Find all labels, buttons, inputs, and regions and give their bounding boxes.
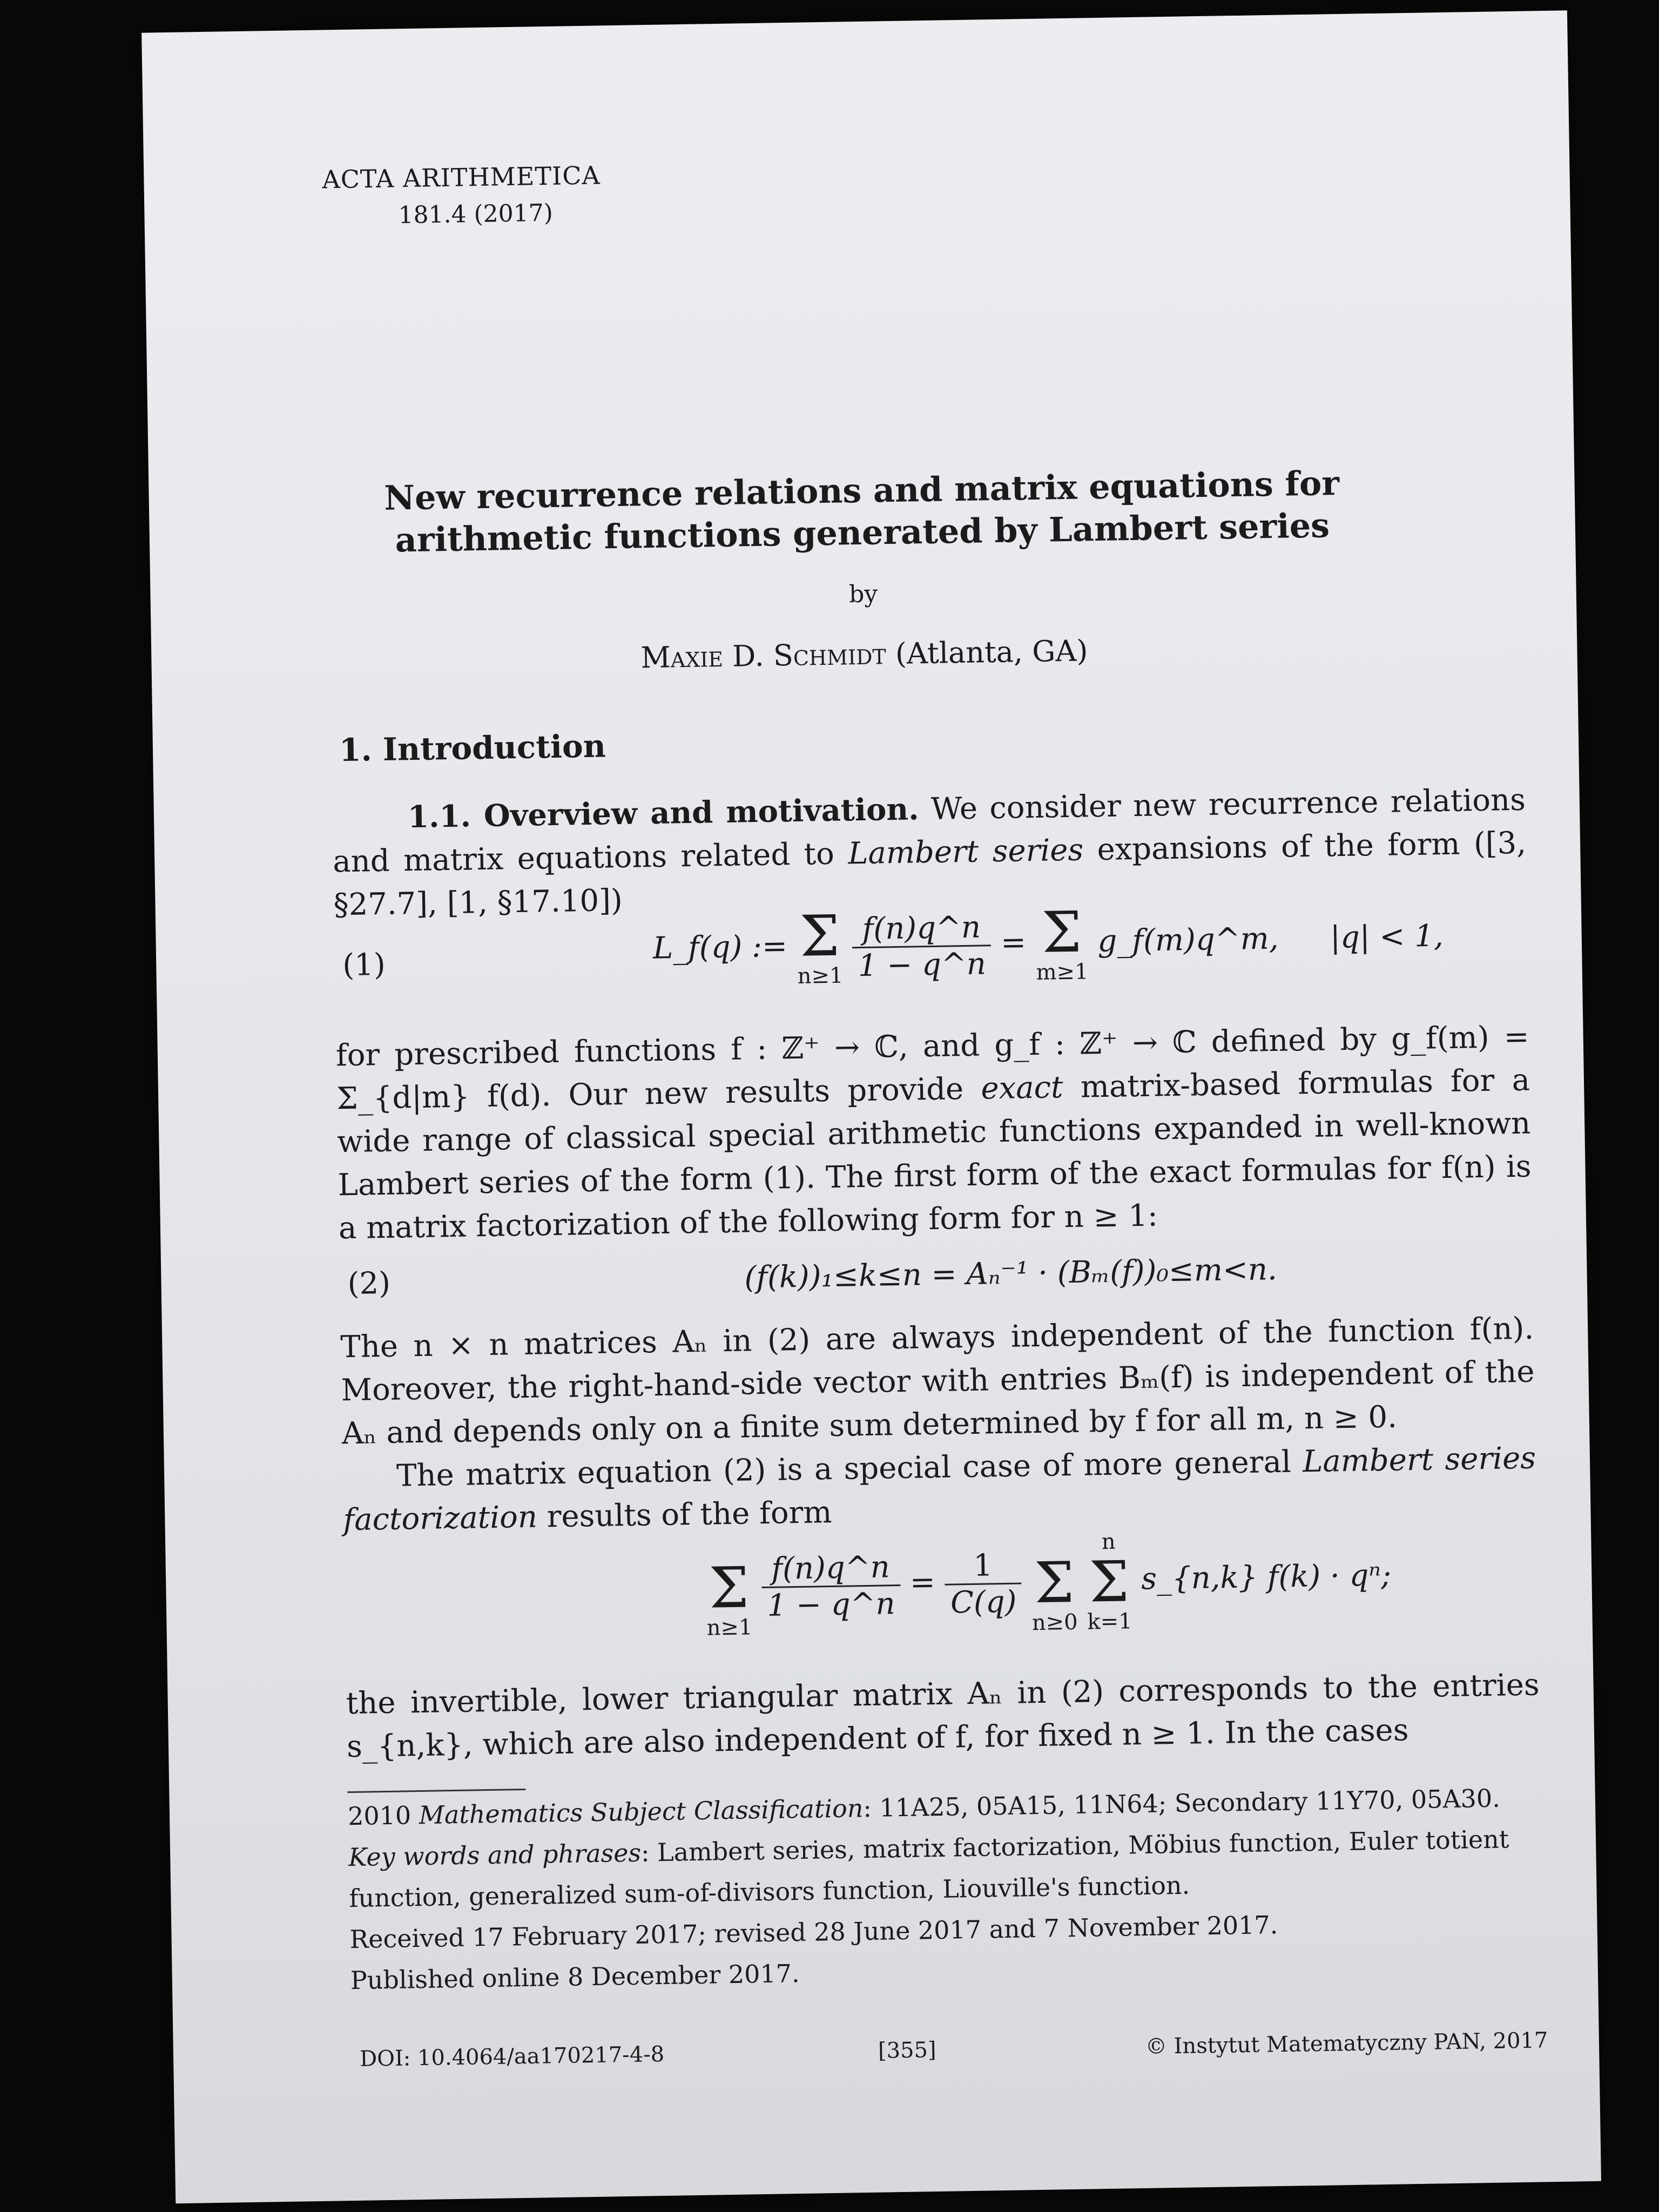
eq3-fraction-1 xyxy=(761,1549,901,1623)
p4-text-end: results of the form xyxy=(547,1494,832,1535)
paper-title-line-1: New recurrence relations and matrix equations for xyxy=(383,463,1340,518)
eq3-sum-1-sub: n≥1 xyxy=(706,1615,753,1641)
footer-copyright: © Instytut Matematyczny PAN, 2017 xyxy=(1145,2028,1548,2059)
p4-text: The matrix equation (2) is a special case of more general xyxy=(396,1444,1292,1494)
footer-doi: DOI: 10.4064/aa170217-4-8 xyxy=(359,2041,665,2072)
eq3-fraction-2 xyxy=(945,1547,1022,1620)
eq3-sum-3-sup: n xyxy=(1101,1529,1116,1555)
journal-volume: 181.4 (2017) xyxy=(398,199,554,230)
journal-name: ACTA ARITHMETICA xyxy=(322,160,601,194)
keywords-label: Key words and phrases xyxy=(348,1838,642,1872)
author-affiliation: (Atlanta, GA) xyxy=(895,633,1088,671)
p2-em: exact xyxy=(981,1070,1063,1107)
sigma-symbol: Σ xyxy=(799,902,840,969)
p2-text: for prescribed functions f : ℤ⁺ → ℂ, and g_f : ℤ⁺ → ℂ defined by g_f(m) = Σ_{d|m} f(d). Our new results provide xyxy=(335,1019,1530,1117)
equation-1-number: (1) xyxy=(342,947,386,983)
equation-2: (f(k))₁≤k≤n = Aₙ⁻¹ · (Bₘ(f))₀≤m<n. xyxy=(744,1251,1278,1296)
eq1-sum-1-sub: n≥1 xyxy=(797,963,844,989)
keywords-text: : Lambert series, matrix factorization, Möbius function, Euler totient function, generalized sum-of-divisors function, Liouville's function. xyxy=(349,1824,1509,1913)
msc-codes: : 11A25, 05A15, 11N64; Secondary 11Y70, 05A30. xyxy=(862,1783,1501,1823)
eq3-frac-num: f(n)q^n xyxy=(761,1549,900,1588)
msc-year: 2010 xyxy=(347,1800,412,1831)
eq3-rhs: s_{n,k} f(k) · qⁿ; xyxy=(1141,1557,1392,1597)
eq1-fraction xyxy=(852,909,992,983)
eq3-sum-3 xyxy=(1086,1529,1132,1634)
intro-text-em: Lambert series xyxy=(847,832,1084,872)
footnote-rule xyxy=(347,1789,525,1793)
eq1-equals: = xyxy=(1000,925,1027,961)
eq1-condition: |q| < 1, xyxy=(1330,918,1444,955)
msc-label: Mathematics Subject Classification xyxy=(419,1793,864,1830)
footnote-block xyxy=(347,1777,1544,2001)
equation-2-number: (2) xyxy=(347,1265,391,1302)
byline-by: by xyxy=(848,580,878,609)
paper-title-line-2: arithmetic functions generated by Lambert series xyxy=(395,505,1330,560)
equation-1 xyxy=(652,898,1444,990)
eq3-equals: = xyxy=(909,1564,936,1601)
sigma-symbol: Σ xyxy=(1041,899,1082,966)
sigma-symbol: Σ xyxy=(1034,1549,1075,1616)
eq3-frac2-den: C(q) xyxy=(950,1584,1017,1621)
eq1-sum-2 xyxy=(1035,899,1089,985)
eq3-frac2-num: 1 xyxy=(945,1547,1022,1585)
paper-sheet xyxy=(141,10,1601,2203)
sigma-symbol: Σ xyxy=(709,1554,750,1621)
intro-paragraph-5: the invertible, lower triangular matrix Aₙ in (2) corresponds to the entries s_{n,k}, which are also independent of f, for fixed n ≥ 1. In the cases xyxy=(346,1667,1540,1765)
eq3-sum-1 xyxy=(705,1535,753,1640)
equation-3 xyxy=(705,1526,1392,1640)
p4-em: Lambert series factorization xyxy=(342,1440,1536,1538)
section-heading: 1. Introduction xyxy=(339,727,606,769)
author-line xyxy=(151,626,1577,682)
author-name: Maxie D. Schmidt xyxy=(640,637,887,675)
intro-text-end: expansions of the form ([3, §27.7], [1, §17.10]) xyxy=(333,825,1527,923)
subsection-heading: 1.1. Overview and motivation. xyxy=(407,791,920,835)
intro-paragraph-2 xyxy=(335,1016,1532,1251)
footer-page-number: [355] xyxy=(878,2038,936,2063)
eq3-sum-3-sub: k=1 xyxy=(1087,1609,1133,1635)
p2-text-end: matrix-based formulas for a wide range of classical special arithmetic functions expanded in well-known Lambert series of the form (1). The first form of the exact formulas for f(n) is a matrix factorization of the following form for n ≥ 1: xyxy=(336,1062,1532,1246)
eq1-lhs: L_f(q) := xyxy=(652,928,788,966)
intro-text: We consider new recurrence relations and matrix equations related to xyxy=(332,782,1526,880)
eq1-frac-num: f(n)q^n xyxy=(852,909,991,948)
footnote-received: Received 17 February 2017; revised 28 June 2017 and 7 November 2017. xyxy=(349,1910,1278,1954)
eq1-rhs: g_f(m)q^m, xyxy=(1097,921,1279,959)
eq1-frac-den: 1 − q^n xyxy=(858,946,987,983)
sigma-symbol: Σ xyxy=(1089,1548,1130,1615)
eq1-sum-1 xyxy=(797,902,844,989)
intro-paragraph-3: The n × n matrices Aₙ in (2) are always independent of the function f(n). Moreover, the right-hand-side vector with entries Bₘ(f) is independent of the Aₙ and depends only on a finite sum determined by f for all m, n ≥ 0. xyxy=(340,1311,1535,1452)
eq3-frac-den: 1 − q^n xyxy=(767,1586,896,1623)
footnote-published: Published online 8 December 2017. xyxy=(350,1959,800,1995)
eq1-sum-2-sub: m≥1 xyxy=(1036,959,1089,985)
eq3-sum-2-sub: n≥0 xyxy=(1031,1609,1078,1636)
eq3-sum-2 xyxy=(1030,1530,1078,1635)
